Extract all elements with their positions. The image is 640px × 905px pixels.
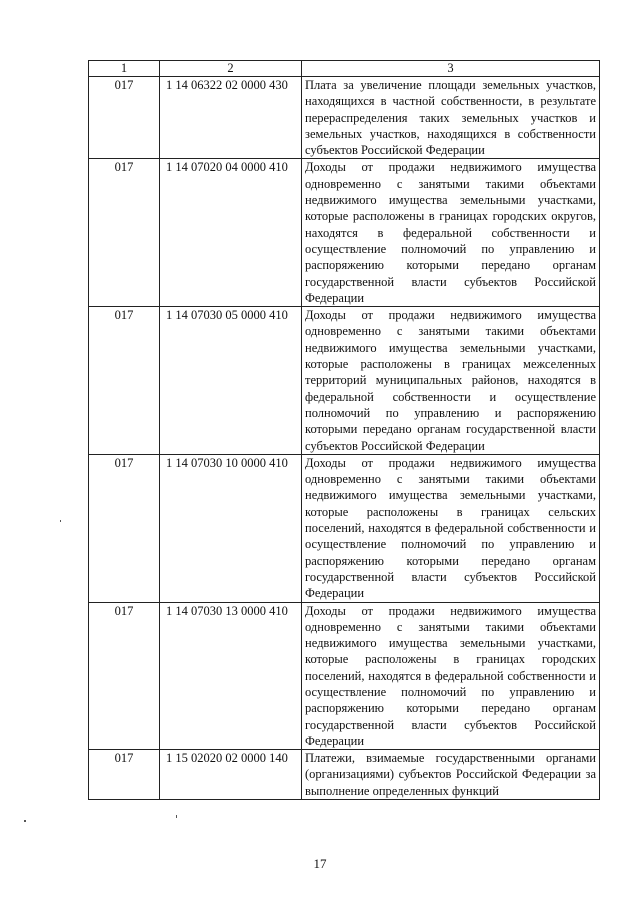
- column-header-1: 1: [89, 61, 160, 77]
- table-header-row: [89, 61, 600, 77]
- admin-code-cell: 017: [89, 307, 160, 455]
- kbk-code-cell: 1 14 07030 13 0000 410: [160, 602, 302, 750]
- scan-speck: [24, 820, 26, 822]
- description-cell: Плата за увеличение площади земельных участков, находящихся в частной собственности, в результате перераспределения таких земельных участков и земельных участков, находящихся в собственности субъектов Российской Федерации: [302, 77, 600, 159]
- description-cell: Доходы от продажи недвижимого имущества одновременно с занятыми такими объектами недвижимого имущества земельными участками, которые расположены в границах городских поселений, находятся в федеральной собственности и осуществление полномочий по управлению и распоряжению которыми передано органам государственной власти субъектов Российской Федерации: [302, 602, 600, 750]
- table-row: [89, 454, 600, 602]
- admin-code-cell: 017: [89, 454, 160, 602]
- admin-code-cell: 017: [89, 750, 160, 800]
- scan-speck: [60, 520, 61, 522]
- kbk-code-cell: 1 14 07030 10 0000 410: [160, 454, 302, 602]
- kbk-code-cell: 1 15 02020 02 0000 140: [160, 750, 302, 800]
- table-row: [89, 77, 600, 159]
- kbk-code-cell: 1 14 07020 04 0000 410: [160, 159, 302, 307]
- admin-code-cell: 017: [89, 77, 160, 159]
- scan-speck: [176, 815, 177, 818]
- page-number: 17: [313, 856, 327, 871]
- table-row: [89, 307, 600, 455]
- description-cell: Доходы от продажи недвижимого имущества одновременно с занятыми такими объектами недвижимого имущества земельными участками, которые расположены в границах межселенных территорий муниципальных районов, находятся в федеральной собственности и осуществление полномочий по управлению и распоряжению которыми передано органам государственной власти субъектов Российской Федерации: [302, 307, 600, 455]
- kbk-code-cell: 1 14 07030 05 0000 410: [160, 307, 302, 455]
- description-cell: Доходы от продажи недвижимого имущества одновременно с занятыми такими объектами недвижимого имущества земельными участками, которые расположены в границах сельских поселений, находятся в федеральной собственности и осуществление полномочий по управлению и распоряжению которыми передано органам государственной власти субъектов Российской Федерации: [302, 454, 600, 602]
- table-row: [89, 602, 600, 750]
- table-row: [89, 159, 600, 307]
- description-cell: Платежи, взимаемые государственными органами (организациями) субъектов Российской Федерации за выполнение определенных функций: [302, 750, 600, 800]
- kbk-code-cell: 1 14 06322 02 0000 430: [160, 77, 302, 159]
- column-header-2: 2: [160, 61, 302, 77]
- description-cell: Доходы от продажи недвижимого имущества одновременно с занятыми такими объектами недвижимого имущества земельными участками, которые расположены в границах городских округов, находятся в федеральной собственности и осуществление полномочий по управлению и распоряжению которыми передано органам государственной власти субъектов Российской Федерации: [302, 159, 600, 307]
- admin-code-cell: 017: [89, 159, 160, 307]
- admin-code-cell: 017: [89, 602, 160, 750]
- revenue-codes-table: [88, 60, 600, 800]
- table-row: [89, 750, 600, 800]
- column-header-3: 3: [302, 61, 600, 77]
